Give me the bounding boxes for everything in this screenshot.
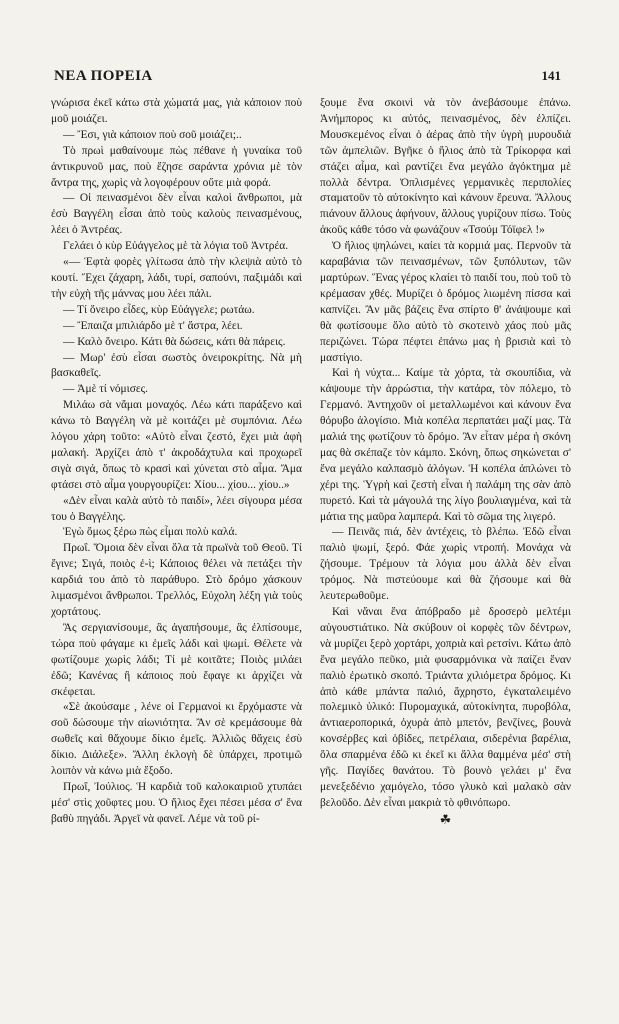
paragraph: γνώρισα ἐκεῖ κάτω στὰ χώματά μας, γιὰ κάποιον ποὺ μοῦ μοιάζει. [51, 97, 302, 125]
paragraph: Ἐγὼ ὅμως ξέρω πὼς εἶμαι πολὺ καλά. [63, 526, 238, 539]
paragraph: Πρωΐ, Ἰούλιος. Ἡ καρδιὰ τοῦ καλοκαιριοῦ χτυπάει μέσ' στὶς χοῦφτες μου. Ὁ ἥλιος ἔχει πέσει μέσα σ' ἕνα βαθὺ πηγάδι. Ἀργεῖ νὰ φανεῖ. Λέμε νὰ τοῦ ρί- [51, 780, 302, 825]
paragraph: — Ἔπαιζα μπιλιάρδο μὲ τ' ἄστρα, λέει. [63, 319, 243, 332]
paragraph: Πρωΐ. Ὅμοια δὲν εἶναι ὅλα τὰ πρωϊνὰ τοῦ Θεοῦ. Τί ἔγινε; Σιγά, ποιὸς ἐ-ὶ; Κάποιος θέλει νὰ πετάξει τὴν καρδιά του ἀπὸ τὸ παράθυρο. Στὸ δρόμο χάσκουν λιμασμένοι ἄνθρωποι. Τρελλός, Εὐχολη λέξη γιὰ τοὺς χορτάτους. [51, 542, 302, 618]
paragraph: — Οἱ πεινασμένοι δὲν εἶναι καλοὶ ἄνθρωποι, μὰ ἐσὺ Βαγγέλη εἶσαι ἀπὸ τοὺς καλοὺς πεινασμένους, λέει ὁ Ἀντρέας. [51, 192, 302, 237]
paragraph: ξουμε ἕνα σκοινὶ νὰ τὸν ἀνεβάσουμε ἐπάνω. Ἀνήμπορος κι αὐτός, πεινασμένος, δὲν ἐλπίζει. Μουσκεμένος εἶναι ὁ ἀέρας ἀπὸ τὴν ὑγρὴ μυρουδιὰ τῶν ἀμπελιῶν. Βγῆκε ὁ ἥλιος ἀπὸ τὰ Τρίκορφα καὶ στάζει αἷμα, καὶ ραντίζει ἕνα μεγάλο ἀγόκτημα μὲ πολλὰ δέντρα. Ὁπλισμένες γερμανικὲς περιπολίες σταματοῦν τὸ αὐτοκίνητο καὶ κάνουν ἔρευνα. Ἄλλους πιάνουν ἄλλους ἀφήνουν, ἄλλους γυρίζουν πίσω. Τοὺς ἀκοῦς κάθε τόσο νὰ φωνάζουν «Τσούμ Τόϊφελ !» [320, 97, 571, 237]
paragraph: Καὶ ἡ νύχτα... Καίμε τὰ χόρτα, τὰ σκουπίδια, νὰ κάψουμε τὴν ἀρρώστια, τὴν κατάρα, τὸν πόλεμο, τὸ Γερμανό. Ἀντηχοῦν οἱ μεταλλωμένοι καὶ κάνουν ἕνα θόρυβο ἀλογίσιο. Μιὰ κοπέλα περπατάει μαζί μας. Τὰ μαλιά της φωτίζουν τὸ δρόμο. Ἂν εἶταν μέρα ἡ σκόνη μας θὰ σκέπαζε τὸν κάμπο. Σκόνη, ὅπως σηκώνεται σ' ἕνα μεγάλο καλπασμὸ ἀλόγων. Ἡ κοπέλα ἁπλώνει τὸ χέρι της. Ὑγρὴ καὶ ζεστὴ εἶναι ἡ παλάμη της σὰν ἀπὸ πυρετό. Καὶ τὰ μάγουλά της λίγο βουλιαγμένα, καὶ τὰ μάτια της μαῦρα λαμπερά. Καὶ τὸ σῶμα της λιγερό. [320, 367, 571, 523]
paragraph: — Τί ὄνειρο εἶδες, κὺρ Εὐάγγελε; ρωτάω. [63, 303, 255, 316]
paragraph: «Δὲν εἶναι καλὰ αὐτὸ τὸ παιδί», λέει σίγουρα μέσα του ὁ Βαγγέλης. [51, 494, 302, 523]
paragraph: — Πεινᾶς πιά, δὲν ἀντέχεις, τὸ βλέπω. Ἐδῶ εἶναι παλιὸ ψωμί, ξερό. Φάε χωρὶς ντροπή. Μονάχα νὰ ζήσουμε. Τρέμουν τὰ λόγια μου ἀλλὰ δὲν εἶναι τρόμος. Νὰ πιστεύουμε καὶ θὰ ζήσουμε καὶ θὰ λευτερωθοῦμε. [320, 526, 571, 603]
paragraph: «Σὲ ἀκούσαμε , λένε οἱ Γερμανοὶ κι ἔρχόμαστε νὰ σοῦ δώσουμε τὴν αἰωνιότητα. Ἂν σὲ κρεμάσουμε θὰ σωθεῖς καὶ θἄχουμε δίκιο ἐμεῖς. Ἀλλιῶς θἄχεις ἐσὺ δίκιο. Διάλεξε». Ἄλλη ἐκλογὴ δὲ ὑπάρχει, προτιμῶ λοιπὸν νὰ κάνω μιὰ ἔξοδο. [51, 701, 302, 778]
paragraph: — Ἔσι, γιὰ κάποιον ποὺ σοῦ μοιάζει;.. [63, 128, 242, 141]
paragraph: — Ἀμὲ τί νόμισες. [63, 383, 148, 396]
paragraph: Γελάει ὁ κὺρ Εὐάγγελος μὲ τὰ λόγια τοῦ Ἀντρέα. [63, 240, 289, 253]
paragraph: Ὁ ἥλιος ψηλώνει, καίει τὰ κορμιά μας. Περνοῦν τὰ καραβάνια τῶν πεινασμένων, τῶν ξυπόλυτων, τῶν μαρτύρων. Ἕνας γέρος κλαίει τὸ παιδί του, ποὺ τοῦ τὸ κρέμασαν χθές. Μυρίζει ὁ δρόμος λιωμένη πίσσα καὶ καπνίζει. Ἂν μᾶς βάζεις ἕνα σπίρτο θ' ἀνάψουμε καὶ θὰ φωτίσουμε ὅλο αὐτὸ τὸ σκοτεινὸ χάος ποὺ μᾶς περιζώνει. Τώρα πέφτει ἐπάνω μας ἡ βρισιὰ καὶ τὸ μαστίγιο. [320, 240, 571, 364]
paragraph: «— Ἑφτὰ φορὲς γλίτωσα ἀπὸ τὴν κλεψιὰ αὐτὸ τὸ κουτί. Ἔχει ζάχαρη, λάδι, τυρί, σαπούνι, παξιμάδι καὶ τὴν εὐχὴ τῆς μάννας μου λέει πάλι. [51, 256, 302, 300]
page-header [54, 68, 561, 85]
end-ornament-icon: ☘ [439, 812, 452, 828]
left-column [51, 96, 302, 952]
paragraph: Ἂς σεργιανίσουμε, ἂς ἀγαπήσουμε, ἂς ἐλπίσουμε, τώρα ποὺ φάγαμε κι ἐμεῖς λάδι καὶ ψωμί. Θέλετε νὰ φωτίζουμε χωρὶς λάδι; Τί μὲ κοιτᾶτε; Ποιὸς μιλάει ἐδῶ; Κανένας ἢ κάποιος ποὺ ἔφαγε κι ἀρχίζει νὰ σκέφεται. [51, 621, 302, 698]
page-number: 141 [541, 68, 561, 83]
paragraph: Μιλάω σὰ νἄμαι μοναχός. Λέω κάτι παράξενο καὶ κάνω τὸ Βαγγέλη νὰ μὲ κοιτάζει μὲ συμπόνια. Λέω λόγου χάρη τοῦτο: «Αὐτὸ εἶναι ζεστό, ἔχει μιὰ ἀφὴ μαλακή. Ἀρχίζει ἀπὸ τ' ἀκροδάχτυλα καὶ προχωρεῖ σιγὰ σιγά, ὅπως τὸ κρασὶ καὶ χύνεται στὸ αἷμα. Ἄμα φτάσει στὸ αἷμα γουργουρίζει: Χίου... χίου... χίου..» [51, 399, 302, 491]
running-title: ΝΕΑ ΠΟΡΕΙΑ [54, 68, 153, 84]
text-columns [51, 96, 571, 952]
right-column [320, 96, 571, 952]
paragraph: — Καλὸ ὄνειρο. Κάτι θὰ δώσεις, κάτι θὰ πάρεις. [63, 335, 286, 348]
paragraph: Καὶ νἄναι ἕνα ἀπόβραδο μὲ δροσερὸ μελτέμι αὐγουστιάτικο. Νὰ σκύβουν οἱ κορφὲς τῶν δέντρων, νὰ μυρίζει ξερὸ χορτάρι, χοπριὰ καὶ ρετσίνι. Κάτω ἀπὸ ἕνα μεγάλο πεῦκο, μιὰ φυσαρμόνικα νὰ παίζει ἕναν παλιὸ ἐρωτικὸ σκοπό. Τριάντα χιλιόμετρα δρόμος. Κι ἀπὸ κάθε μπάντα παλιό, ἄχρηστο, ἐγκαταλειμένο πολεμικὸ ὑλικό: Πυρομαχικά, αὐτοκίνητα, πυροβόλα, ἀντιαεροπορικά, ὀχυρὰ ἀπὸ μπετόν, βενζίνες, βουνὰ κονσέρβες καὶ ὀβίδες, πετρέλαια, σιδερένια βαρέλια, ὅλα σπαρμένα ἐδῶ κι ἐκεῖ κι ἄλλα θαμμένα μέσ' στὴ γῆς. Παγίδες θανάτου. Τὸ βουνὸ γελάει μ' ἕνα μενεξεδένιο χαμόγελο, τόσο γλυκὸ καὶ μαλακὸ σὰν βελοῦδο. Δὲν εἶναι μακριὰ τὸ φθινόπωρο. [320, 606, 571, 809]
paragraph: — Μωρ' ἐσὺ εἶσαι σωστὸς ὀνειροκρίτης. Νὰ μὴ βασκαθεῖς. [51, 351, 302, 380]
paragraph: Τὸ πρωὶ μαθαίνουμε πὼς πέθανε ἡ γυναίκα τοῦ ἀντικρυνοῦ μας, ποὺ ἔζησε σαράντα χρόνια μὲ τὸν ἄντρα της, χωρὶς νὰ λογοφέρουν οὔτε μιὰ φορά. [51, 144, 302, 189]
